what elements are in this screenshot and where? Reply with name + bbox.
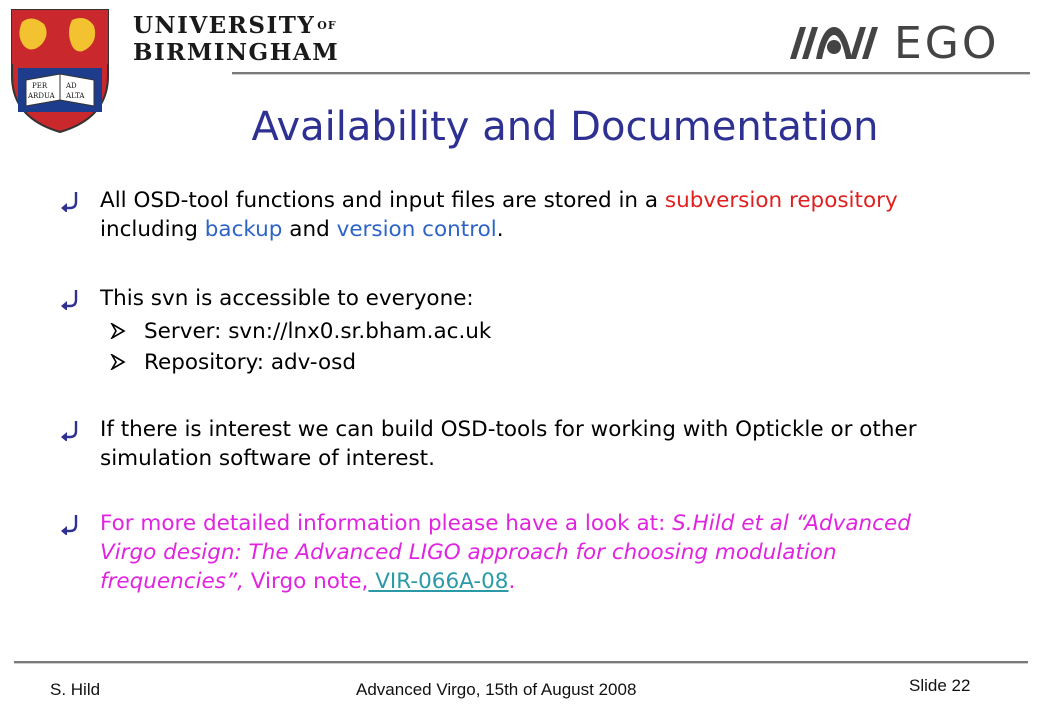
svg-text:PER: PER [32, 82, 48, 90]
university-name [133, 12, 339, 66]
vir-note-link[interactable]: VIR-066A-08 [368, 569, 509, 594]
footer-divider [14, 661, 1028, 664]
footer-event: Advanced Virgo, 15th of August 2008 [356, 680, 637, 699]
ego-logo [786, 14, 1000, 72]
university-of: OF [317, 19, 337, 32]
bullet-text: This svn is accessible to everyone: [100, 286, 474, 311]
arrow-bullet-icon [60, 513, 82, 535]
ego-text: EGO [894, 17, 1000, 69]
header-divider [232, 72, 1030, 75]
chevron-bullet-icon [110, 354, 126, 370]
university-line2: BIRMINGHAM [133, 39, 340, 66]
bullet-item-3 [60, 415, 960, 473]
svg-text:AD: AD [66, 82, 77, 90]
sub-bullet-1 [110, 317, 491, 346]
university-crest-icon [8, 6, 112, 134]
footer-author: S. Hild [50, 680, 101, 699]
slide-number: Slide 22 [909, 676, 971, 695]
svg-text:ARDUA: ARDUA [28, 92, 55, 100]
bullet-text: For more detailed information please have a look at: S.Hild et al “Advanced Virgo design: The Advanced LIGO approach for choosing modulation frequencies”, Virgo note, VIR-066A-08. [100, 511, 911, 594]
sub-bullet-text: Repository: adv-osd [144, 350, 356, 375]
slide-title: Availability and Documentation [251, 104, 879, 150]
arrow-bullet-icon [60, 288, 82, 310]
chevron-bullet-icon [110, 323, 126, 339]
bullet-text: If there is interest we can build OSD-tools for working with Optickle or other simulation software of interest. [100, 417, 917, 471]
bullet-item-4 [60, 509, 960, 596]
ego-logo-icon [786, 21, 882, 65]
bullet-item-1 [60, 186, 960, 244]
bullet-item-2 [60, 284, 960, 313]
bullet-text: All OSD-tool functions and input files are stored in a subversion repository including backup and version control. [100, 188, 898, 242]
sub-bullet-text: Server: svn://lnx0.sr.bham.ac.uk [144, 319, 492, 344]
svg-text:ALTA: ALTA [66, 92, 85, 100]
arrow-bullet-icon [60, 419, 82, 441]
university-line1: UNIVERSITY [133, 12, 316, 39]
sub-bullet-2 [110, 348, 356, 377]
arrow-bullet-icon [60, 190, 82, 212]
